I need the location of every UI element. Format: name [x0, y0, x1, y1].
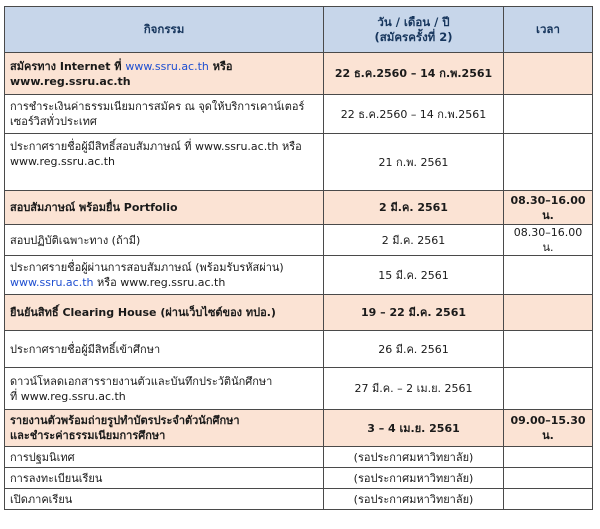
activity-line1: ประกาศรายชื่อผู้มีสิทธิ์สอบสัมภาษณ์ ที่ www.ssru.ac.th หรือ — [10, 140, 302, 153]
activity-line1: รายงานตัวพร้อมถ่ายรูปทำบัตรประจำตัวนักศึกษา — [10, 414, 240, 427]
table-row — [5, 368, 593, 410]
header-time: เวลา — [504, 7, 593, 53]
table-row — [5, 331, 593, 368]
activity-line1 — [10, 59, 318, 74]
time-cell — [504, 295, 593, 331]
table-row — [5, 53, 593, 95]
activity-cell — [5, 53, 324, 95]
date-cell: 21 ก.พ. 2561 — [324, 134, 504, 191]
activity-cell — [5, 95, 324, 134]
time-cell: 08.30–16.00 น. — [504, 225, 593, 256]
date-cell: 26 มี.ค. 2561 — [324, 331, 504, 368]
activity-line2 — [10, 275, 318, 290]
time-cell — [504, 447, 593, 468]
date-cell: 3 – 4 เม.ย. 2561 — [324, 410, 504, 447]
table-row — [5, 191, 593, 225]
time-cell — [504, 53, 593, 95]
table-row — [5, 489, 593, 510]
header-row — [5, 7, 593, 53]
table-row — [5, 95, 593, 134]
activity-cell — [5, 368, 324, 410]
header-activity: กิจกรรม — [5, 7, 324, 53]
date-cell: 22 ธ.ค.2560 – 14 ก.พ.2561 — [324, 53, 504, 95]
time-cell: 08.30–16.00 น. — [504, 191, 593, 225]
activity-text: สมัครทาง Internet ที่ — [10, 59, 126, 73]
date-cell: (รอประกาศมหาวิทยาลัย) — [324, 468, 504, 489]
date-cell: 2 มี.ค. 2561 — [324, 191, 504, 225]
activity-cell — [5, 134, 324, 191]
table-row — [5, 447, 593, 468]
activity-text-post: หรือ — [208, 59, 233, 73]
header-date-line1: วัน / เดือน / ปี — [377, 14, 450, 29]
date-cell: 15 มี.ค. 2561 — [324, 256, 504, 295]
time-cell: 09.00–15.30 น. — [504, 410, 593, 447]
ssru-link[interactable]: www.ssru.ac.th — [125, 59, 209, 73]
activity-cell: การลงทะเบียนเรียน — [5, 468, 324, 489]
time-cell — [504, 134, 593, 191]
time-cell — [504, 468, 593, 489]
activity-line1: ประกาศรายชื่อผู้ผ่านการสอบสัมภาษณ์ (พร้อมรับรหัสผ่าน) — [10, 261, 284, 274]
time-cell — [504, 489, 593, 510]
activity-cell: เปิดภาคเรียน — [5, 489, 324, 510]
date-cell: 19 – 22 มี.ค. 2561 — [324, 295, 504, 331]
date-cell: 2 มี.ค. 2561 — [324, 225, 504, 256]
activity-line2: และชำระค่าธรรมเนียมการศึกษา — [10, 429, 166, 442]
activity-line2: www.reg.ssru.ac.th — [10, 74, 131, 88]
activity-text-post: หรือ www.reg.ssru.ac.th — [93, 276, 226, 289]
time-cell — [504, 95, 593, 134]
time-cell — [504, 331, 593, 368]
time-cell — [504, 256, 593, 295]
activity-cell — [5, 410, 324, 447]
table-row — [5, 410, 593, 447]
activity-cell — [5, 256, 324, 295]
ssru-link[interactable]: www.ssru.ac.th — [10, 276, 94, 289]
date-cell: (รอประกาศมหาวิทยาลัย) — [324, 447, 504, 468]
table-row — [5, 468, 593, 489]
header-date-line2: (สมัครครั้งที่ 2) — [374, 29, 453, 44]
table-row — [5, 256, 593, 295]
activity-cell: สอบสัมภาษณ์ พร้อมยื่น Portfolio — [5, 191, 324, 225]
activity-line1: ดาวน์โหลดเอกสารรายงานตัวและบันทึกประวัตินักศึกษา — [10, 374, 273, 388]
header-date — [324, 7, 504, 53]
table-row — [5, 225, 593, 256]
date-cell: 22 ธ.ค.2560 – 14 ก.พ.2561 — [324, 95, 504, 134]
activity-line2: www.reg.ssru.ac.th — [10, 155, 116, 168]
activity-line2: ที่ www.reg.ssru.ac.th — [10, 389, 126, 403]
date-cell: 27 มี.ค. – 2 เม.ย. 2561 — [324, 368, 504, 410]
schedule-table — [4, 6, 593, 510]
activity-line1: การชำระเงินค่าธรรมเนียมการสมัคร ณ จุดให้บริการเคาน์เตอร์ — [10, 100, 305, 113]
date-cell: (รอประกาศมหาวิทยาลัย) — [324, 489, 504, 510]
activity-cell: ยืนยันสิทธิ์ Clearing House (ผ่านเว็บไซต์ของ ทปอ.) — [5, 295, 324, 331]
time-cell — [504, 368, 593, 410]
activity-cell: ประกาศรายชื่อผู้มีสิทธิ์เข้าศึกษา — [5, 331, 324, 368]
table-row — [5, 134, 593, 191]
activity-cell: การปฐมนิเทศ — [5, 447, 324, 468]
table-row — [5, 295, 593, 331]
activity-cell: สอบปฏิบัติเฉพาะทาง (ถ้ามี) — [5, 225, 324, 256]
activity-line2: เซอร์วิสทั่วประเทศ — [10, 115, 97, 128]
